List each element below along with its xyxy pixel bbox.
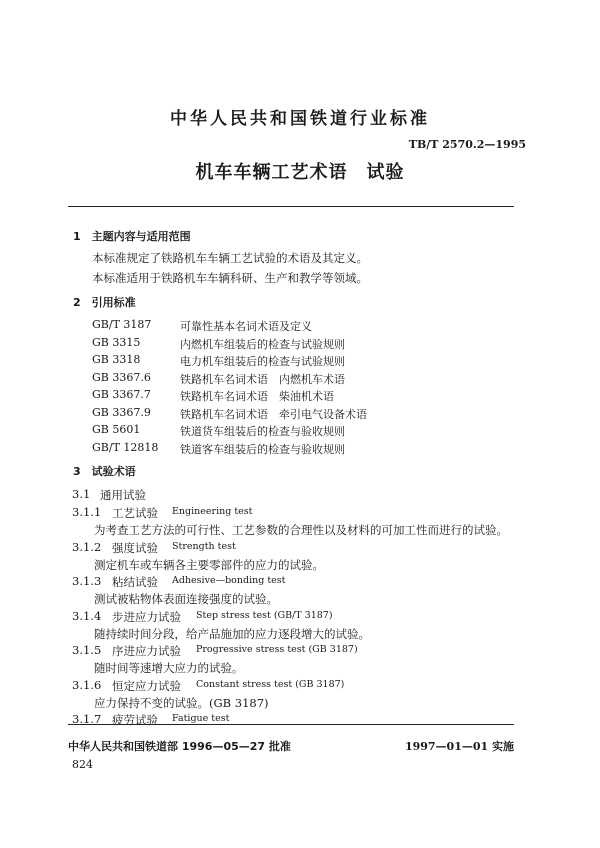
header-rule: [68, 206, 514, 207]
section-1-heading: 1 主题内容与适用范围: [73, 230, 191, 243]
term-english: Step stress test (GB/T 3187): [196, 609, 333, 621]
term-english: Strength test: [172, 540, 236, 552]
section-1-paragraph-2: 本标准适用于铁路机车车辆科研、生产和教学等领域。: [92, 271, 368, 285]
term-name: 粘结试验: [112, 575, 158, 589]
term-definition: 为考查工艺方法的可行性、工艺参数的合理性以及材料的可加工性而进行的试验。: [94, 523, 508, 537]
reference-code: GB/T 12818: [92, 440, 159, 454]
effective-date: 1997—01—01 实施: [404, 740, 514, 753]
term-definition: 测定机车或车辆各主要零部件的应力的试验。: [94, 557, 324, 572]
term-number: 3.1.1: [72, 505, 102, 519]
term-english: Constant stress test (GB 3187): [196, 678, 345, 690]
term-definition: 应力保持不变的试验。(GB 3187): [94, 695, 269, 710]
section-2-heading: 2 引用标准: [73, 296, 136, 309]
standard-code: TB/T 2570.2—1995: [408, 138, 526, 151]
reference-code: GB 3367.6: [92, 370, 151, 384]
reference-title: 电力机车组装后的检查与试验规则: [180, 355, 345, 368]
term-english: Progressive stress test (GB 3187): [196, 644, 358, 655]
term-english: Engineering test: [172, 506, 253, 517]
term-name: 序进应力试验: [112, 644, 181, 658]
reference-code: GB 3367.7: [92, 388, 151, 401]
term-number: 3.1.4: [72, 608, 102, 623]
term-definition: 测试被粘物体表面连接强度的试验。: [94, 592, 278, 606]
reference-title: 可靠性基本名词术语及定义: [180, 320, 312, 333]
term-definition: 随时间等速增大应力的试验。: [94, 661, 244, 675]
section-3-heading: 3 试验术语: [73, 465, 136, 478]
subsection-number: 3.1: [72, 487, 91, 501]
reference-title: 铁路机车名词术语 内燃机车术语: [180, 372, 345, 386]
reference-code: GB 5601: [92, 423, 141, 436]
document-title: 机车车辆工艺术语 试验: [195, 162, 405, 183]
term-name: 疲劳试验: [112, 713, 158, 727]
term-name: 步进应力试验: [112, 609, 181, 624]
term-number: 3.1.3: [72, 574, 102, 588]
reference-title: 铁道客车组装后的检查与验收规则: [180, 442, 345, 456]
approval-line: 中华人民共和国铁道部 1996—05—27 批准: [68, 740, 291, 753]
term-number: 3.1.6: [72, 677, 102, 692]
footer-rule: [68, 724, 514, 725]
reference-code: GB 3315: [92, 335, 141, 349]
standard-title: 中华人民共和国铁道行业标准: [170, 109, 430, 129]
reference-title: 铁道货车组装后的检查与验收规则: [180, 425, 345, 438]
term-number: 3.1.5: [72, 643, 102, 657]
reference-title: 铁路机车名词术语 牵引电气设备术语: [180, 407, 367, 421]
term-english: Adhesive—bonding test: [172, 575, 286, 586]
term-english: Fatigue test: [172, 713, 230, 724]
term-number: 3.1.7: [72, 712, 102, 726]
reference-code: GB 3367.9: [92, 405, 151, 419]
term-name: 工艺试验: [112, 506, 158, 520]
term-name: 强度试验: [112, 540, 158, 555]
term-definition: 随持续时间分段，给产品施加的应力逐段增大的试验。: [94, 626, 370, 641]
reference-title: 铁路机车名词术语 柴油机术语: [180, 390, 334, 403]
section-1-paragraph-1: 本标准规定了铁路机车车辆工艺试验的术语及其定义。: [92, 251, 368, 265]
term-name: 恒定应力试验: [112, 678, 181, 693]
subsection-title: 通用试验: [100, 488, 146, 502]
term-number: 3.1.2: [72, 539, 102, 554]
reference-code: GB/T 3187: [92, 318, 152, 331]
reference-title: 内燃机车组装后的检查与试验规则: [180, 337, 345, 351]
reference-code: GB 3318: [92, 353, 141, 366]
page-number: 824: [72, 758, 93, 771]
